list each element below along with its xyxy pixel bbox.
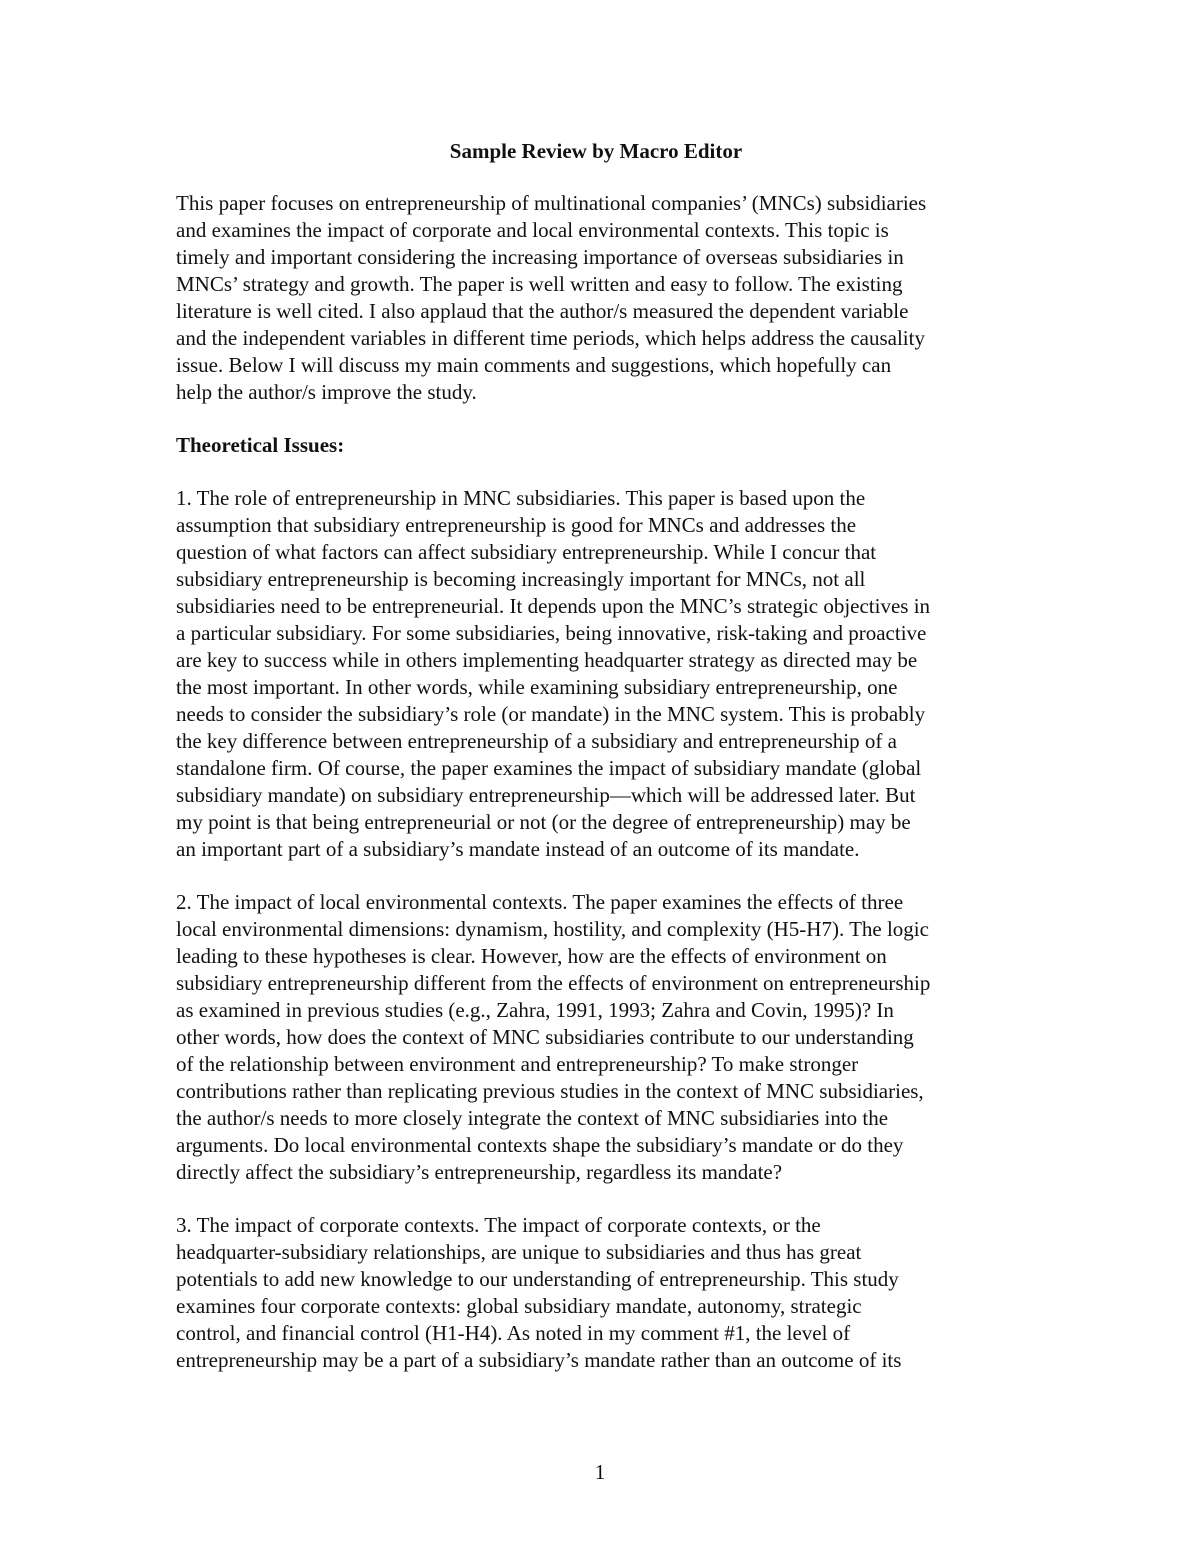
paragraph-line: assumption that subsidiary entrepreneurship is good for MNCs and addresses the xyxy=(176,513,857,537)
paragraph-line: control, and financial control (H1-H4). As noted in my comment #1, the level of xyxy=(176,1321,851,1345)
paragraph-line: entrepreneurship may be a part of a subsidiary’s mandate rather than an outcome of its xyxy=(176,1348,902,1372)
paragraph-line: my point is that being entrepreneurial or not (or the degree of entrepreneurship) may be xyxy=(176,810,911,834)
paragraph-line: This paper focuses on entrepreneurship of multinational companies’ (MNCs) subsidiaries xyxy=(176,191,927,215)
paragraph-line: and examines the impact of corporate and local environmental contexts. This topic is xyxy=(176,218,889,242)
paragraph-line: contributions rather than replicating previous studies in the context of MNC subsidiaries, xyxy=(176,1079,924,1103)
document-body xyxy=(176,138,1036,1400)
paragraph-line: of the relationship between environment and entrepreneurship? To make stronger xyxy=(176,1052,859,1076)
paragraph-line: issue. Below I will discuss my main comments and suggestions, which hopefully can xyxy=(176,353,892,377)
paragraph-line: directly affect the subsidiary’s entrepreneurship, regardless its mandate? xyxy=(176,1160,783,1184)
paragraph-line: the author/s needs to more closely integrate the context of MNC subsidiaries into the xyxy=(176,1106,889,1130)
document-title: Sample Review by Macro Editor xyxy=(449,139,743,163)
page-number: 1 xyxy=(594,1460,606,1484)
paragraph-line: standalone firm. Of course, the paper examines the impact of subsidiary mandate (global xyxy=(176,756,922,780)
point-3-paragraph xyxy=(176,1212,1036,1374)
paragraph-line: 1. The role of entrepreneurship in MNC subsidiaries. This paper is based upon the xyxy=(176,486,866,510)
intro-paragraph xyxy=(176,190,1036,406)
paragraph-line: an important part of a subsidiary’s mandate instead of an outcome of its mandate. xyxy=(176,837,860,861)
point-2-paragraph xyxy=(176,889,1036,1186)
paragraph-line: needs to consider the subsidiary’s role (or mandate) in the MNC system. This is probably xyxy=(176,702,926,726)
paragraph-line: arguments. Do local environmental contexts shape the subsidiary’s mandate or do they xyxy=(176,1133,904,1157)
paragraph-line: as examined in previous studies (e.g., Zahra, 1991, 1993; Zahra and Covin, 1995)? In xyxy=(176,998,894,1022)
paragraph-line: help the author/s improve the study. xyxy=(176,380,477,404)
paragraph-line: subsidiary entrepreneurship different from the effects of environment on entrepreneurship xyxy=(176,971,931,995)
paragraph-line: other words, how does the context of MNC subsidiaries contribute to our understanding xyxy=(176,1025,914,1049)
paragraph-line: leading to these hypotheses is clear. However, how are the effects of environment on xyxy=(176,944,887,968)
paragraph-line: local environmental dimensions: dynamism, hostility, and complexity (H5-H7). The logic xyxy=(176,917,929,941)
paragraph-line: literature is well cited. I also applaud that the author/s measured the dependent variable xyxy=(176,299,909,323)
paragraph-line: subsidiary entrepreneurship is becoming increasingly important for MNCs, not all xyxy=(176,567,866,591)
paragraph-line: subsidiary mandate) on subsidiary entrepreneurship—which will be addressed later. But xyxy=(176,783,916,807)
paragraph-line: 3. The impact of corporate contexts. The impact of corporate contexts, or the xyxy=(176,1213,821,1237)
paragraph-line: a particular subsidiary. For some subsidiaries, being innovative, risk-taking and proactive xyxy=(176,621,927,645)
point-1-paragraph xyxy=(176,485,1036,863)
paragraph-line: potentials to add new knowledge to our understanding of entrepreneurship. This study xyxy=(176,1267,899,1291)
paragraph-line: MNCs’ strategy and growth. The paper is well written and easy to follow. The existing xyxy=(176,272,903,296)
paragraph-line: timely and important considering the increasing importance of overseas subsidiaries in xyxy=(176,245,904,269)
paragraph-line: and the independent variables in different time periods, which helps address the causality xyxy=(176,326,925,350)
section-heading-theoretical-issues: Theoretical Issues: xyxy=(176,433,345,457)
paragraph-line: subsidiaries need to be entrepreneurial. It depends upon the MNC’s strategic objectives in xyxy=(176,594,931,618)
paragraph-line: headquarter-subsidiary relationships, are unique to subsidiaries and thus has great xyxy=(176,1240,862,1264)
paragraph-line: examines four corporate contexts: global subsidiary mandate, autonomy, strategic xyxy=(176,1294,862,1318)
paragraph-line: the key difference between entrepreneurship of a subsidiary and entrepreneurship of a xyxy=(176,729,897,753)
paragraph-line: are key to success while in others implementing headquarter strategy as directed may be xyxy=(176,648,918,672)
paragraph-line: the most important. In other words, while examining subsidiary entrepreneurship, one xyxy=(176,675,898,699)
paragraph-line: 2. The impact of local environmental contexts. The paper examines the effects of three xyxy=(176,890,904,914)
paragraph-line: question of what factors can affect subsidiary entrepreneurship. While I concur that xyxy=(176,540,877,564)
